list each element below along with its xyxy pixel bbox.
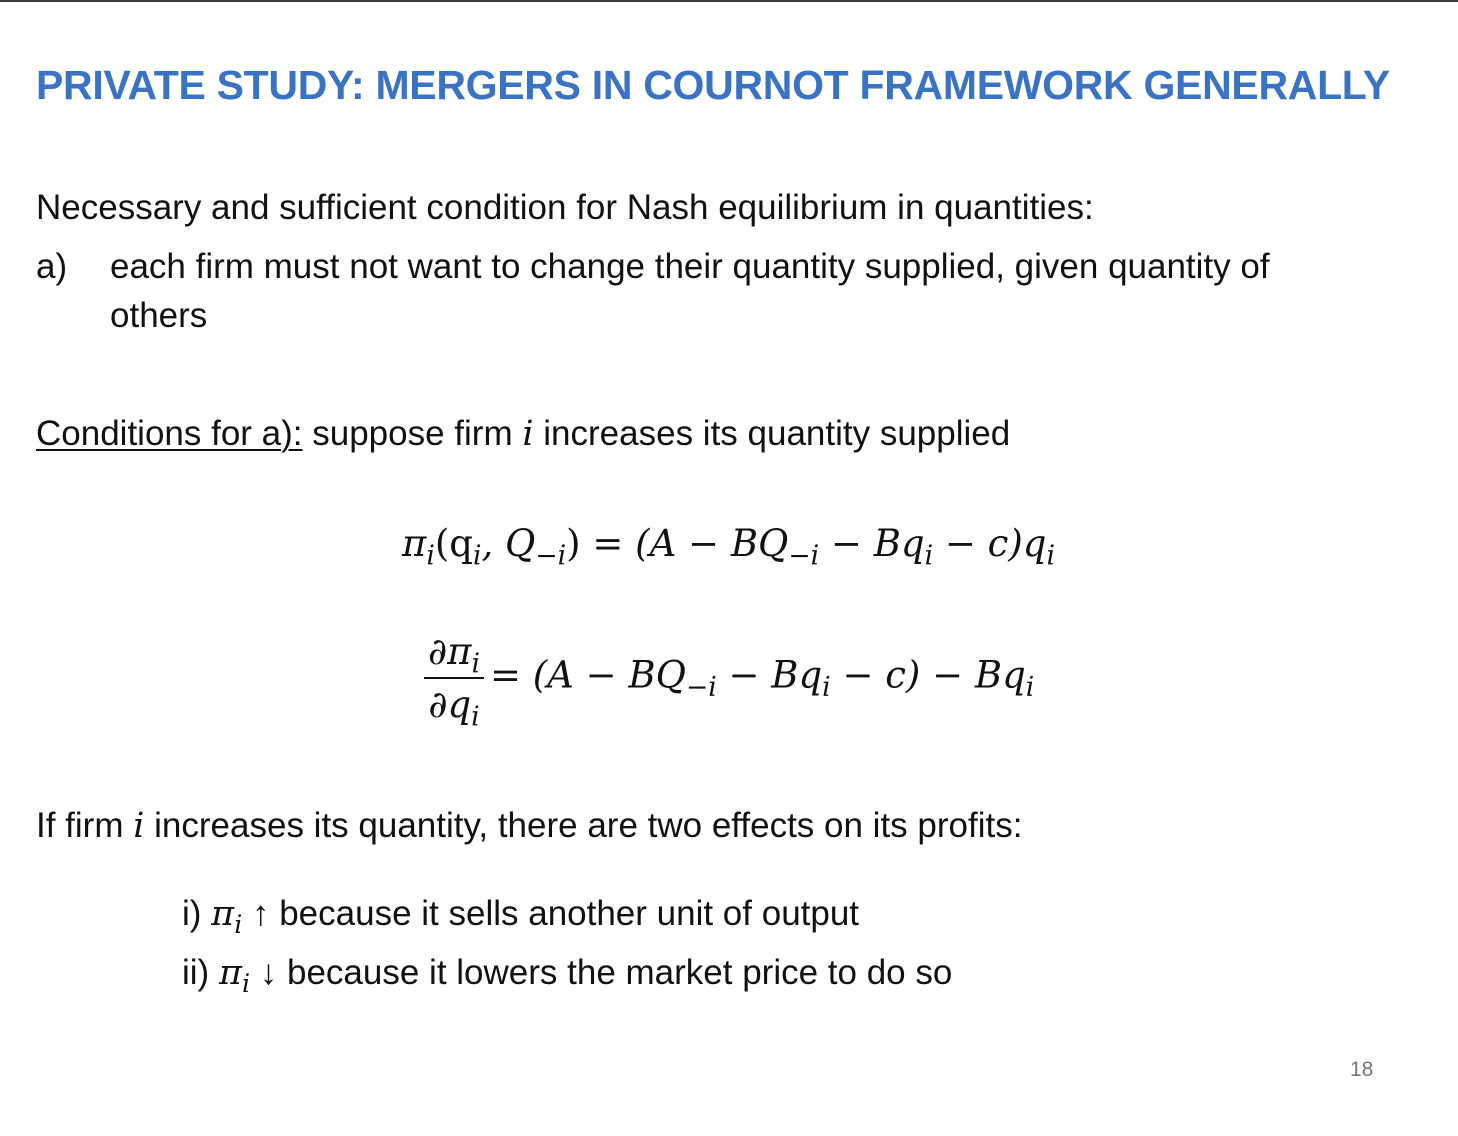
eq2-rhs-start: (A − BQ [532, 653, 686, 697]
effect-i-marker: i) [182, 894, 202, 933]
eq2-denominator [424, 679, 484, 733]
profit-equation [402, 522, 1055, 572]
eq2-den-text: ∂q [428, 683, 472, 726]
derivative-equation [424, 630, 1035, 733]
conditions-variable: i [522, 414, 534, 454]
eq1-pi-sub: i [426, 540, 435, 572]
eq2-num-sub: i [471, 648, 480, 680]
effect-i [182, 890, 859, 938]
eq2-rhs-sub3: i [1025, 672, 1035, 704]
eq1-args-sub: i [472, 540, 482, 572]
eq2-numerator [424, 630, 484, 679]
eq2-rhs-sub2: i [822, 672, 831, 704]
eq1-rhs-sub2: i [924, 540, 934, 572]
effect-ii-text: because it lowers the market price to do so [277, 953, 953, 992]
effect-ii [182, 949, 952, 997]
conditions-text-after: increases its quantity supplied [533, 414, 1011, 453]
slide-title: PRIVATE STUDY: MERGERS IN COURNOT FRAMEWORK GENERALLY [36, 62, 1390, 108]
effect-i-pi: π [211, 894, 235, 934]
eq2-rhs-mid: − Bq [716, 653, 823, 697]
item-a-line2: others [110, 296, 208, 335]
up-arrow-icon: ↑ [251, 894, 270, 933]
eq2-rhs-sub1: −i [685, 672, 717, 704]
eq1-rhs-sub3: i [1046, 540, 1055, 572]
eq2-equals: = [489, 653, 533, 697]
effect-i-text: because it sells another unit of output [269, 894, 860, 933]
eq2-num-text: ∂π [428, 630, 472, 673]
eq1-rhs-start: (A − BQ [635, 522, 789, 565]
eq1-close: ) [566, 522, 581, 565]
conditions-text-before: suppose firm [302, 414, 523, 453]
effect-i-pi-sub: i [234, 910, 243, 940]
eq2-fraction [424, 630, 484, 733]
effects-before: If firm [36, 806, 134, 845]
eq1-args: (q [434, 522, 473, 565]
down-arrow-icon: ↓ [259, 953, 278, 992]
eq1-rhs-mid: − Bq [819, 522, 925, 565]
conditions-line [36, 410, 1010, 458]
effects-variable: i [133, 806, 145, 846]
conditions-label: Conditions for a): [36, 414, 303, 453]
effects-intro [36, 802, 1022, 850]
item-a-line1: each firm must not want to change their quantity supplied, given quantity of [110, 247, 1270, 286]
intro-text: Necessary and sufficient condition for Nash equilibrium in quantities: [36, 188, 1094, 227]
effect-ii-pi: π [218, 953, 242, 993]
eq1-pi: π [402, 522, 427, 565]
top-border-line [0, 0, 1458, 2]
effect-ii-pi-sub: i [241, 969, 251, 999]
item-a-marker: a) [36, 247, 68, 286]
eq1-comma-sub: −i [535, 540, 567, 572]
effects-after: increases its quantity, there are two effects on its profits: [144, 806, 1023, 845]
eq1-rhs-end: − c)q [933, 522, 1047, 565]
eq1-rhs-sub1: −i [788, 540, 820, 572]
effect-ii-marker: ii) [182, 953, 210, 992]
eq1-comma: , Q [481, 522, 536, 565]
eq2-den-sub: i [471, 701, 480, 733]
page-number: 18 [1350, 1058, 1374, 1081]
eq1-equals: = [580, 522, 636, 565]
eq2-rhs-mid2: − c) − Bq [830, 653, 1026, 697]
